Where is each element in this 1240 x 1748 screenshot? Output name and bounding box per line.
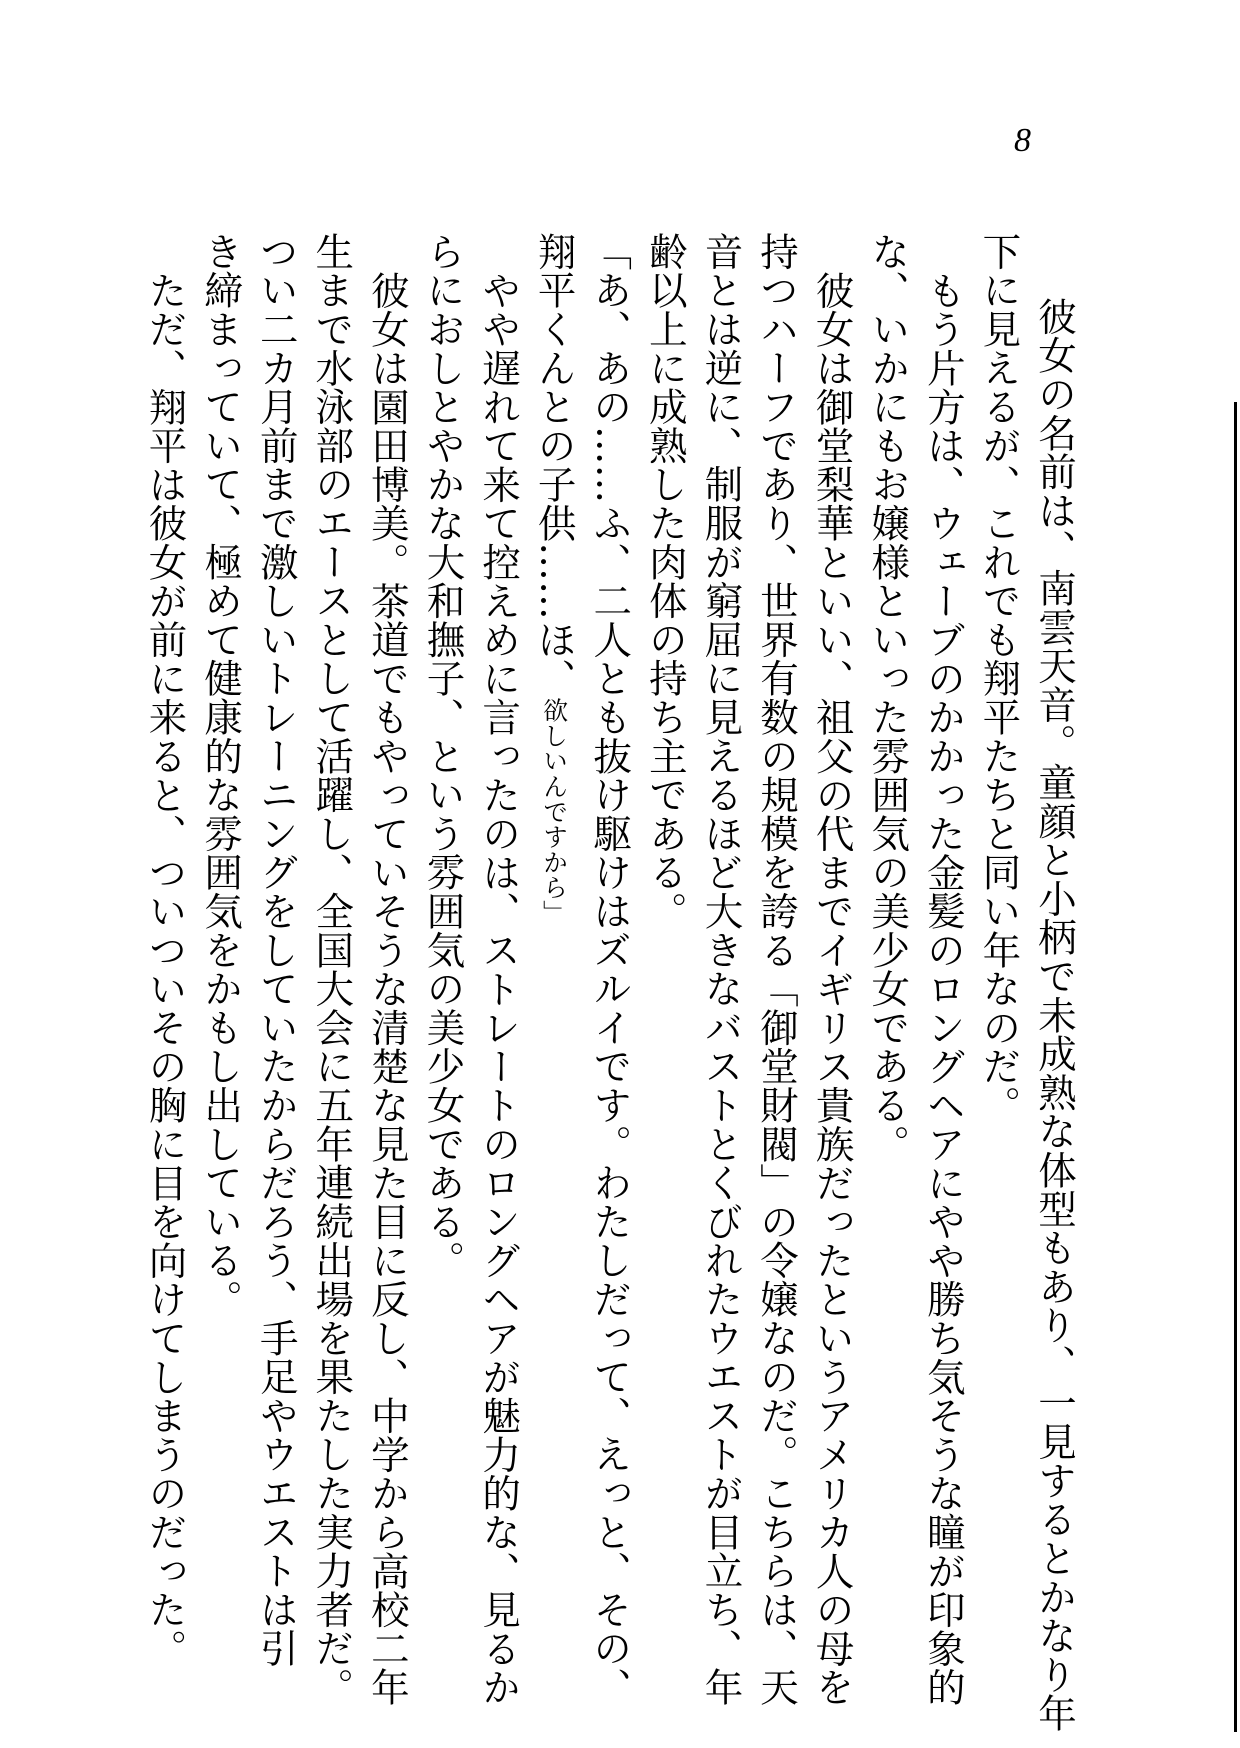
text-line: 齢以上に成熟した肉体の持ち主である。	[642, 232, 688, 931]
text-line: らにおしとやかな大和撫子、という雰囲気の美少女である。	[420, 232, 466, 1280]
text-line: やや遅れて来て控えめに言ったのは、ストレートのロングヘアが魅力的な、見るか	[476, 270, 522, 1707]
scan-edge-rule	[1234, 402, 1237, 1732]
text-line	[526, 232, 582, 1612]
text-line: 彼女は園田博美。茶道でもやっていそうな清楚な見た目に反し、中学から高校二年	[364, 270, 410, 1707]
text-line: 下に見えるが、これでも翔平たちと同い年なのだ。	[976, 232, 1022, 1125]
text-line: 彼女の名前は、南雲天音。童顔と小柄で未成熟な体型もあり、一見するとかなり年	[1032, 297, 1077, 1734]
text-line: もう片方は、ウェーブのかかった金髪のロングヘアにやや勝ち気そうな瞳が印象的	[920, 270, 966, 1707]
text-line: つい二カ月前まで激しいトレーニングをしていたからだろう、手足やウエストは引	[253, 232, 299, 1668]
text-line-small-tail: 欲しいんですから」	[539, 697, 569, 926]
text-line: ただ、翔平は彼女が前に来ると、ついついその胸に目を向けてしまうのだった。	[142, 270, 188, 1668]
novel-body-text	[137, 232, 1082, 1734]
text-line: 持つハーフであり、世界有数の規模を誇る「御堂財閥」の令嬢なのだ。こちらは、天	[754, 232, 800, 1707]
text-line: 音とは逆に、制服が窮屈に見えるほど大きなバストとくびれたウエストが目立ち、年	[698, 232, 744, 1707]
text-line: な、いかにもお嬢様といった雰囲気の美少女である。	[865, 232, 911, 1164]
text-line: 「あ、あの……ふ、二人とも抜け駆けはズルイです。わたしだって、えっと、その、	[587, 232, 633, 1707]
text-line-head: 翔平くんとの子供……ほ、	[531, 232, 577, 698]
text-line: 生まで水泳部のエースとして活躍し、全国大会に五年連続出場を果たした実力者だ。	[309, 232, 355, 1707]
page-number: 8	[1014, 122, 1031, 159]
text-line: 彼女は御堂梨華といい、祖父の代までイギリス貴族だったというアメリカ人の母を	[809, 270, 855, 1707]
text-line: き締まっていて、極めて健康的な雰囲気をかもし出している。	[198, 232, 244, 1319]
